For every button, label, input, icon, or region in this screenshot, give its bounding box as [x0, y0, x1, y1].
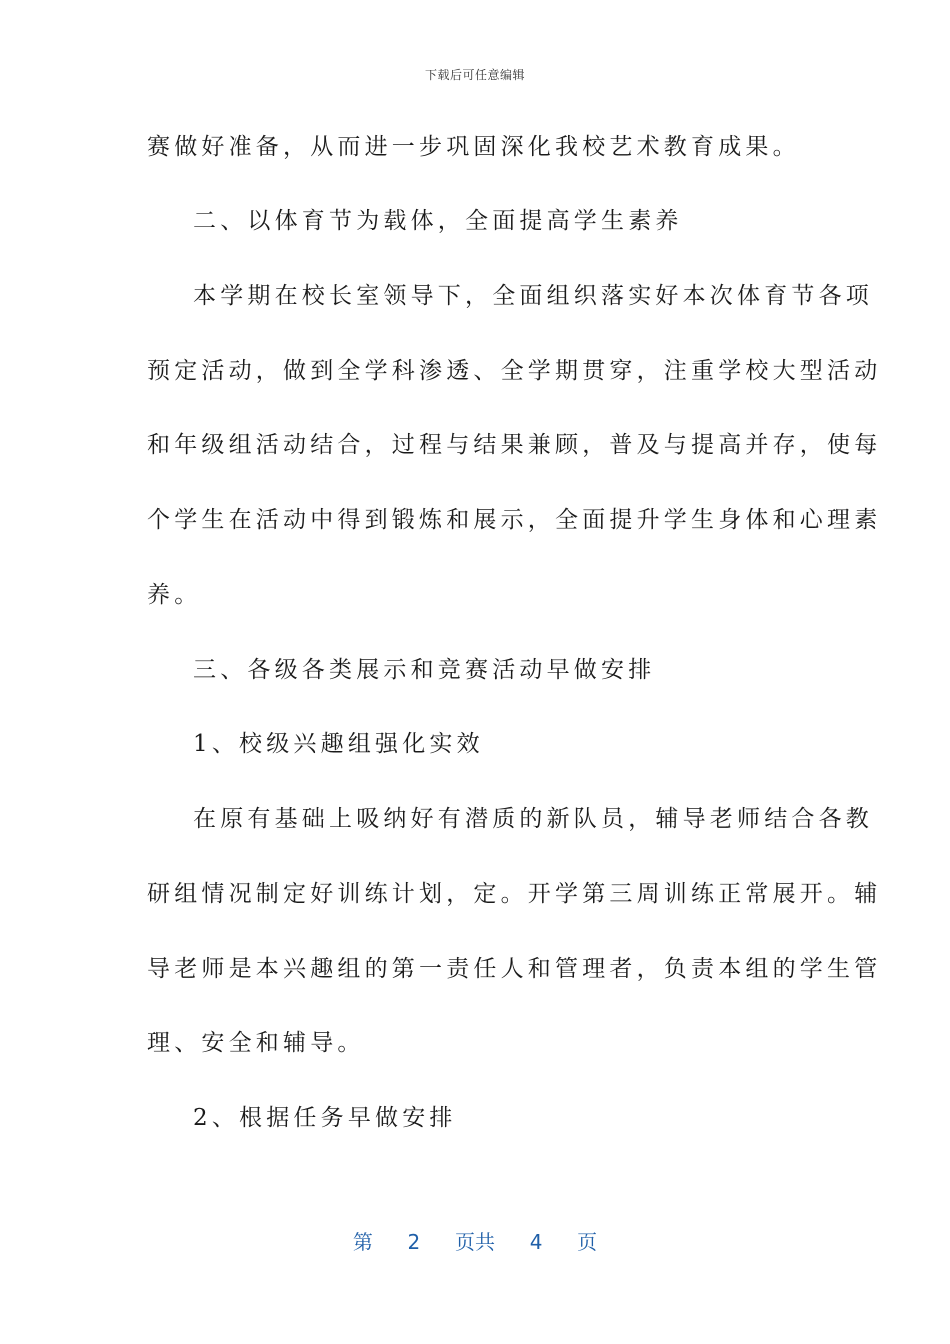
- body-line-6: 个学生在活动中得到锻炼和展示，全面提升学生身体和心理素: [147, 507, 882, 533]
- body-line-3: 本学期在校长室领导下，全面组织落实好本次体育节各项: [193, 283, 873, 309]
- body-line-4: 预定活动，做到全学科渗透、全学期贯穿，注重学校大型活动: [147, 358, 882, 384]
- body-line-7: 养。: [147, 582, 202, 608]
- footer-current-page: 2: [407, 1230, 421, 1254]
- body-line-13: 理、安全和辅导。: [147, 1030, 365, 1056]
- footer-label-middle: 页共: [455, 1230, 495, 1254]
- footer-label-after: 页: [577, 1230, 598, 1254]
- section-heading-3: 三、各级各类展示和竞赛活动早做安排: [193, 657, 656, 683]
- body-line-5: 和年级组活动结合，过程与结果兼顾，普及与提高并存，使每: [147, 432, 882, 458]
- body-line-12: 导老师是本兴趣组的第一责任人和管理者，负责本组的学生管: [147, 956, 882, 982]
- subheading-1: 1、校级兴趣组强化实效: [193, 731, 484, 757]
- section-heading-2: 二、以体育节为载体，全面提高学生素养: [193, 208, 683, 234]
- footer-label-before: 第: [352, 1230, 373, 1254]
- body-line-11: 研组情况制定好训练计划，定。开学第三周训练正常展开。辅: [147, 881, 882, 907]
- body-line-10: 在原有基础上吸纳好有潜质的新队员，辅导老师结合各教: [193, 806, 873, 832]
- page-footer: [0, 1226, 950, 1255]
- header-note: 下载后可任意编辑: [424, 68, 525, 82]
- body-line-1: 赛做好准备，从而进一步巩固深化我校艺术教育成果。: [147, 134, 800, 160]
- footer-total-pages: 4: [529, 1230, 543, 1254]
- subheading-2: 2、根据任务早做安排: [193, 1105, 457, 1131]
